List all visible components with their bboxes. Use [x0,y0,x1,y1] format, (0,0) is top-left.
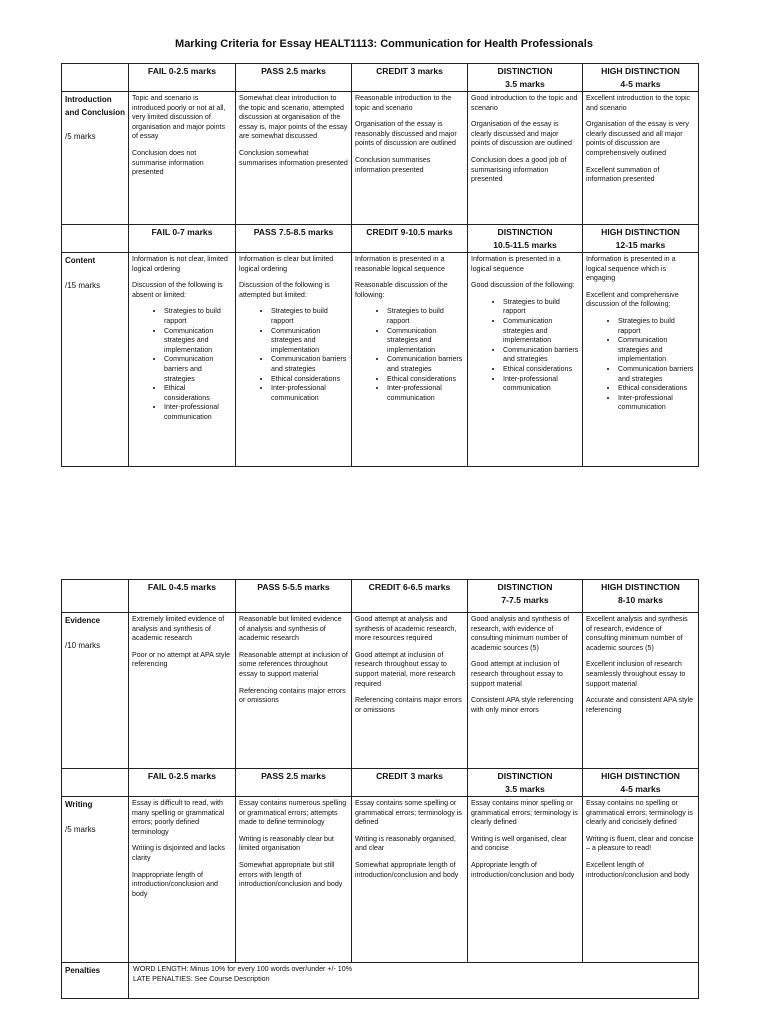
grade-header-pass [236,580,352,613]
descriptor-bullet: • Communication barriers and strategies [618,365,695,384]
descriptor-paragraph: Reasonable attempt at inclusion of some references throughout essay to support material [239,650,348,678]
descriptor-paragraph: Essay contains no spelling or grammatical errors; terminology is clearly and concisely defined [586,799,693,827]
penalty-word-length: WORD LENGTH: Minus 10% for every 100 words over/under +/- 10% [133,965,353,973]
descriptor-paragraph: Essay contains some spelling or grammatical errors; terminology is defined [355,799,462,827]
descriptor-paragraph: Referencing contains major errors or omissions [239,686,346,705]
grade-header-text: PASS 7.5-8.5 marks [253,227,334,237]
grade-header-text: PASS 5-5.5 marks [257,582,330,592]
descriptor-bullet: • Strategies to build rapport [271,307,348,326]
descriptor-paragraph: Writing is reasonably clear but limited organisation [239,834,334,853]
grade-header-fail [129,225,236,253]
descriptor-paragraph: Conclusion does a good job of summarising information presented [471,155,567,184]
penalty-late: LATE PENALTIES: See Course Description [133,974,270,983]
descriptor-paragraph: Excellent summation of information presented [586,165,660,184]
grade-header-text: CREDIT 3 marks [376,771,443,781]
grade-header-distinction [468,64,583,92]
descriptor-bullet: • Communication barriers and strategies [271,355,348,374]
descriptor-cell-credit [352,613,468,769]
grade-header-text: HIGH DISTINCTION [601,771,680,781]
descriptor-paragraph: Excellent and comprehensive discussion of the following: [586,290,679,309]
descriptor-paragraph: Essay contains numerous spelling or grammatical errors; attempts made to define terminology [239,799,347,827]
grade-header-row [62,769,699,797]
descriptor-paragraph: Good discussion of the following: [471,281,575,290]
descriptor-paragraph: Organisation of the essay is reasonably discussed and major points of discussion are outlined [355,120,457,148]
grade-header-text: DISTINCTION [497,771,553,781]
descriptor-cell-credit [352,253,468,467]
grade-header-credit [352,769,468,797]
descriptor-cell-fail [129,253,236,467]
descriptor-cell-pass [236,92,352,225]
page-title: Marking Criteria for Essay HEALT1113: Communication for Health Professionals [175,38,593,50]
grade-header-high-distinction [583,580,699,613]
grade-header-text: DISTINCTION [497,582,553,592]
descriptor-paragraph: Reasonable introduction to the topic and scenario [355,94,452,112]
descriptor-paragraph: Accurate and consistent APA style referencing [586,696,694,714]
descriptor-bullet: • Strategies to build rapport [164,307,232,326]
grade-header-text: CREDIT 6-6.5 marks [368,582,451,592]
descriptor-bullet: • Inter-professional communication [271,384,348,403]
grade-header-distinction [468,225,583,253]
descriptor-paragraph: Discussion of the following is absent or limited: [132,281,223,299]
criterion-label-introduction: Introduction and Conclusion /5 marks [62,92,129,225]
descriptor-paragraph: Excellent inclusion of research seamlessly throughout essay to support material [586,660,686,688]
descriptor-paragraph: Writing is fluent, clear and concise – a pleasure to read! [586,834,694,853]
grade-header-text: FAIL 0-2.5 marks [147,771,217,781]
descriptor-bullet: • Inter-professional communication [503,375,579,394]
descriptor-bullet: • Ethical considerations [503,365,579,375]
descriptor-paragraph: Good analysis and synthesis of research, with evidence of consulting minimum number of academic sources (5) [471,615,570,652]
descriptor-paragraph: Appropriate length of introduction/conclusion and body [471,860,575,879]
descriptor-paragraph: Organisation of the essay is clearly discussed and major points of discussion are outlined [471,120,572,148]
descriptor-cell-credit [352,797,468,963]
grade-header-text: CREDIT 3 marks [376,66,443,76]
descriptor-paragraph: Topic and scenario is introduced poorly or not at all, very limited discussion of organisation and major points of essay [132,94,226,141]
descriptor-paragraph: Essay is difficult to read, with many spelling or grammatical errors; poorly defined terminology [132,799,225,836]
descriptor-bullet-list [355,307,464,403]
descriptor-bullet: • Communication barriers and strategies [164,355,232,384]
grade-header-high-distinction [583,64,699,92]
descriptor-cell-distinction [468,613,583,769]
descriptor-paragraph: Excellent length of introduction/conclusion and body [586,860,690,879]
descriptor-cell-pass [236,253,352,467]
grade-header-credit [352,64,468,92]
descriptor-paragraph: Reasonable but limited evidence of analysis and synthesis of academic research [239,615,342,643]
descriptor-paragraph: Essay contains minor spelling or grammatical errors; terminology is clearly defined [471,799,578,827]
grade-header-credit [352,225,468,253]
descriptor-bullet: • Communication strategies and implementation [503,317,579,346]
descriptor-paragraph: Writing is disjointed and lacks clarity [132,844,225,862]
grade-header-text: 12-15 marks [615,239,666,250]
grade-header-high-distinction [583,225,699,253]
criterion-row-evidence [62,613,699,769]
descriptor-paragraph: Extremely limited evidence of analysis and synthesis of academic research [132,615,225,643]
grade-header-row [62,64,699,92]
descriptor-paragraph: Good attempt at analysis and synthesis of academic research, more resources required [355,615,457,643]
descriptor-bullet: • Communication barriers and strategies [387,355,464,374]
grade-header-text: 10.5-11.5 marks [493,239,557,250]
grade-header-fail [129,64,236,92]
descriptor-bullet: • Communication barriers and strategies [503,346,579,365]
descriptor-bullet: • Ethical considerations [618,384,695,394]
descriptor-paragraph: Information is not clear, limited logical ordering [132,255,228,273]
criterion-label-content: Content /15 marks [62,253,129,467]
criterion-label-evidence: Evidence /10 marks [62,613,129,769]
descriptor-paragraph: Information is presented in a logical sequence [471,255,561,273]
descriptor-paragraph: Organisation of the essay is very clearly discussed and all major points of discussion are comprehensively outlined [586,120,689,157]
descriptor-bullet-list [132,307,232,422]
descriptor-bullet: • Ethical considerations [164,384,232,403]
grade-header-pass [236,225,352,253]
descriptor-paragraph: Writing is well organised, clear and concise [471,834,567,853]
descriptor-bullet: • Communication strategies and implementation [387,327,464,356]
descriptor-paragraph: Good introduction to the topic and scenario [471,94,578,112]
descriptor-bullet: • Inter-professional communication [618,394,695,413]
grade-header-text: 7-7.5 marks [501,594,549,605]
descriptor-bullet: • Strategies to build rapport [503,298,579,317]
descriptor-cell-pass [236,613,352,769]
grade-header-text: 8-10 marks [618,594,663,605]
descriptor-bullet: • Communication strategies and implementation [618,336,695,365]
grade-header-text: 4-5 marks [620,78,661,89]
descriptor-paragraph: Inappropriate length of introduction/conclusion and body [132,870,218,898]
descriptor-cell-high-distinction [583,92,699,225]
descriptor-paragraph: Conclusion summarises information presented [355,155,431,174]
criterion-row-content [62,253,699,467]
empty-header-cell [62,64,129,92]
descriptor-cell-credit [352,92,468,225]
descriptor-paragraph: Poor or no attempt at APA style referencing [132,650,231,669]
criterion-row-writing [62,797,699,963]
criterion-label-writing: Writing /5 marks [62,797,129,963]
grade-header-fail [129,769,236,797]
grade-header-fail [129,580,236,613]
descriptor-paragraph: Reasonable discussion of the following: [355,281,448,299]
descriptor-paragraph: Somewhat clear introduction to the topic and scenario, attempted discussion at organisation of the essay is, major points of the essay are somewhat discussed [239,94,348,141]
descriptor-bullet: • Inter-professional communication [387,384,464,403]
descriptor-paragraph: Somewhat appropriate but still errors with length of introduction/conclusion and body [239,860,343,889]
grade-header-high-distinction [583,769,699,797]
descriptor-bullet: • Strategies to build rapport [618,317,695,336]
criterion-label-penalties: Penalties [62,963,129,999]
descriptor-bullet: • Ethical considerations [387,375,464,385]
descriptor-cell-fail [129,92,236,225]
descriptor-paragraph: Good attempt at inclusion of research throughout essay to support material [471,660,563,688]
rubric-table-2 [61,579,699,999]
grade-header-text: 3.5 marks [505,783,545,794]
descriptor-cell-distinction [468,797,583,963]
descriptor-cell-distinction [468,92,583,225]
descriptor-cell-high-distinction [583,253,699,467]
grade-header-text: FAIL 0-4.5 marks [147,582,217,592]
descriptor-paragraph: Information is presented in a logical sequence which is engaging [586,255,676,283]
descriptor-paragraph: Good attempt at inclusion of research throughout essay to support material, more research required [355,650,456,688]
descriptor-paragraph: Writing is reasonably organised, and clear [355,834,456,853]
criterion-row-introduction [62,92,699,225]
descriptor-paragraph: Information is clear but limited logical ordering [239,255,334,273]
grade-header-text: FAIL 0-2.5 marks [147,66,217,76]
grade-header-credit [352,580,468,613]
penalties-text [129,963,699,999]
descriptor-bullet: • Communication strategies and implementation [164,327,232,356]
descriptor-paragraph: Excellent introduction to the topic and scenario [586,94,691,112]
empty-header-cell [62,769,129,797]
criterion-row-penalties [62,963,699,999]
grade-header-row [62,225,699,253]
descriptor-bullet-list [471,298,579,394]
descriptor-bullet-list [586,317,695,413]
descriptor-paragraph: Conclusion somewhat summarises information presented [239,148,348,167]
empty-header-cell [62,580,129,613]
descriptor-bullet: • Inter-professional communication [164,403,232,422]
grade-header-text: CREDIT 9-10.5 marks [366,227,453,237]
grade-header-distinction [468,580,583,613]
rubric-table-1 [61,63,699,467]
grade-header-pass [236,64,352,92]
grade-header-distinction [468,769,583,797]
descriptor-paragraph: Excellent analysis and synthesis of research, evidence of consulting minimum number of academic sources (5) [586,615,688,652]
grade-header-text: DISTINCTION [497,227,553,237]
grade-header-text: HIGH DISTINCTION [601,227,680,237]
grade-header-pass [236,769,352,797]
grade-header-text: PASS 2.5 marks [261,771,326,781]
descriptor-bullet-list [239,307,348,403]
grade-header-text: 3.5 marks [505,78,545,89]
grade-header-text: HIGH DISTINCTION [601,582,680,592]
descriptor-paragraph: Discussion of the following is attempted but limited: [239,281,330,299]
grade-header-text: DISTINCTION [497,66,553,76]
grade-header-text: HIGH DISTINCTION [601,66,680,76]
descriptor-paragraph: Conclusion does not summarise information presented [132,148,204,177]
descriptor-bullet: • Strategies to build rapport [387,307,464,326]
grade-header-text: 4-5 marks [620,783,661,794]
grade-header-row [62,580,699,613]
descriptor-cell-fail [129,797,236,963]
empty-header-cell [62,225,129,253]
descriptor-cell-distinction [468,253,583,467]
descriptor-cell-fail [129,613,236,769]
descriptor-paragraph: Consistent APA style referencing with only minor errors [471,696,574,714]
descriptor-bullet: • Communication strategies and implementation [271,327,348,356]
descriptor-cell-pass [236,797,352,963]
descriptor-cell-high-distinction [583,613,699,769]
grade-header-text: PASS 2.5 marks [261,66,326,76]
descriptor-cell-high-distinction [583,797,699,963]
grade-header-text: FAIL 0-7 marks [151,227,213,237]
descriptor-paragraph: Referencing contains major errors or omissions [355,696,462,714]
descriptor-paragraph: Somewhat appropriate length of introduction/conclusion and body [355,860,459,879]
descriptor-bullet: • Ethical considerations [271,375,348,385]
descriptor-paragraph: Information is presented in a reasonable logical sequence [355,255,445,273]
